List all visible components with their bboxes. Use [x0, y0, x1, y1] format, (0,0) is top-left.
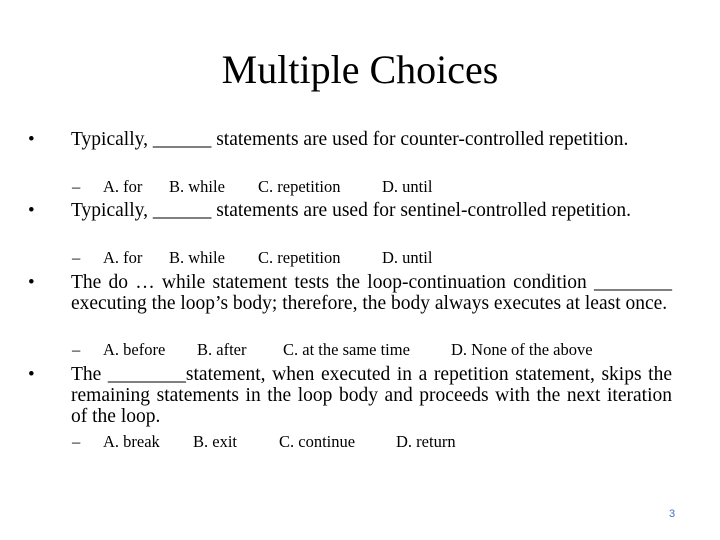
option-b: B. after: [197, 340, 247, 359]
question-text: Typically, ______ statements are used for counter-controlled repetition.: [71, 129, 629, 150]
dash-icon: –: [72, 177, 81, 196]
option-c: C. repetition: [258, 248, 341, 267]
option-a: A. break: [103, 432, 160, 451]
bullet-icon: •: [28, 129, 35, 150]
question-text: Typically, ______ statements are used for sentinel-controlled repetition.: [71, 200, 631, 221]
question-text: The do … while statement tests the loop-continuation condition ________ executing the loop’s body; therefore, the body always executes at least once.: [71, 272, 672, 314]
options-row-1: [72, 177, 492, 197]
options-row-3: [72, 340, 632, 360]
dash-icon: –: [72, 340, 81, 359]
option-a: A. for: [103, 177, 143, 196]
option-b: B. exit: [193, 432, 237, 451]
options-row-2: [72, 248, 492, 268]
option-d: D. until: [382, 248, 433, 267]
option-b: B. while: [169, 248, 225, 267]
option-a: A. before: [103, 340, 166, 359]
option-a: A. for: [103, 248, 143, 267]
bullet-icon: •: [28, 364, 35, 385]
question-1: [28, 129, 672, 209]
dash-icon: –: [72, 432, 81, 451]
option-d: D. return: [396, 432, 456, 451]
slide-title: Multiple Choices: [221, 47, 499, 92]
bullet-icon: •: [28, 200, 35, 221]
option-c: C. at the same time: [283, 340, 410, 359]
question-text: The ________statement, when executed in a repetition statement, skips the remaining statements in the loop body and proceeds with the next iteration of the loop.: [71, 364, 672, 427]
bullet-icon: •: [28, 272, 35, 293]
option-b: B. while: [169, 177, 225, 196]
option-d: D. until: [382, 177, 433, 196]
option-c: C. repetition: [258, 177, 341, 196]
question-3: [28, 272, 672, 342]
question-4: [28, 364, 672, 434]
dash-icon: –: [72, 248, 81, 267]
page-number: 3: [669, 508, 676, 520]
option-c: C. continue: [279, 432, 356, 451]
question-2: [28, 200, 672, 250]
option-d: D. None of the above: [451, 340, 593, 359]
options-row-4: [72, 432, 492, 452]
